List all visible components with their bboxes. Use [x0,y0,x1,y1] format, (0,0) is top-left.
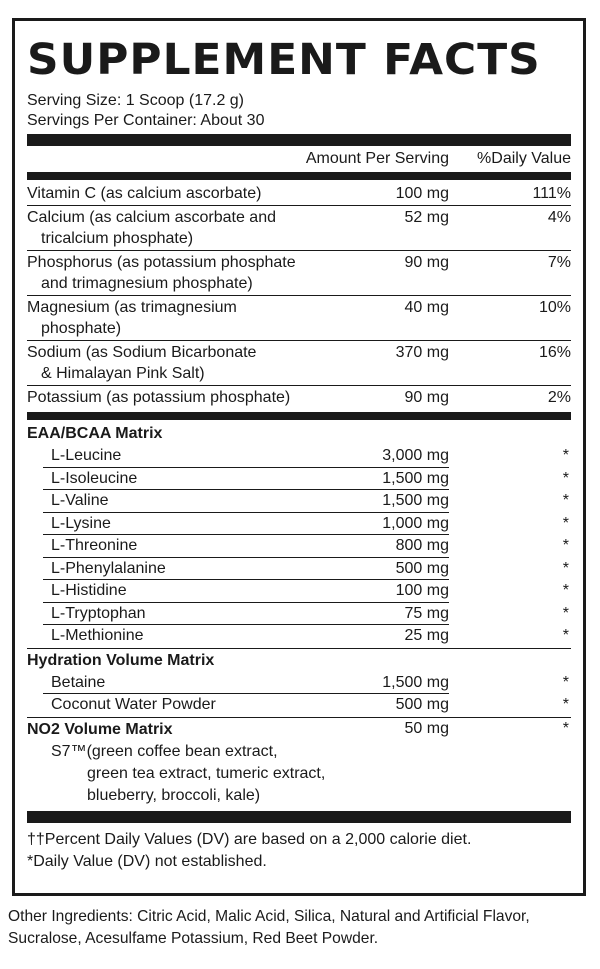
matrix-item [27,468,571,491]
ingredient-name: L-Tryptophan [51,604,146,622]
no2-matrix [27,718,571,812]
nutrient-row [27,206,571,250]
ingredient-amount: 50 mg [404,719,449,737]
nutrient-dv: 4% [547,209,571,226]
no2-desc-line: blueberry, broccoli, kale) [87,787,261,804]
nutrient-row [27,296,571,340]
nutrient-name: Magnesium (as trimagnesium [27,299,237,316]
supplement-facts-panel [12,18,586,896]
eaa-matrix [27,420,571,648]
nutrient-dv: 10% [538,299,571,316]
nutrient-name-cont: phosphate) [41,320,122,337]
matrix-item [27,625,571,648]
nutrient-dv: 2% [547,389,571,406]
nutrient-amount: 90 mg [404,389,449,406]
ingredient-name: L-Methionine [51,627,144,644]
servings-per-container: Servings Per Container: About 30 [27,112,265,129]
ingredient-name: L-Lysine [51,514,111,532]
ingredient-dv: * [562,719,569,737]
ingredient-name: L-Valine [51,492,109,509]
footnote-dv: ††Percent Daily Values (DV) are based on a 2,000 calorie diet. [27,831,472,848]
nutrient-row [27,251,571,295]
ingredient-dv: * [562,469,569,487]
matrix-item [27,580,571,603]
dv-header: %Daily Value [477,150,571,167]
footnote-not-established: *Daily Value (DV) not established. [27,853,267,870]
nutrient-amount: 40 mg [404,299,449,316]
nutrient-dv: 16% [538,344,571,361]
ingredient-dv: * [562,673,569,691]
matrix-title: NO2 Volume Matrix [27,720,173,738]
ingredient-dv: * [562,604,569,622]
matrix-item [27,694,571,717]
matrix-item [27,603,571,626]
hydration-matrix [27,649,571,717]
ingredient-amount: 100 mg [395,582,449,599]
nutrient-amount: 52 mg [404,209,449,226]
ingredient-name: L-Threonine [51,537,138,554]
ingredient-dv: * [562,559,569,577]
matrix-title: EAA/BCAA Matrix [27,425,163,442]
ingredient-amount: 1,500 mg [382,492,449,509]
column-header [27,146,571,172]
matrix-title: Hydration Volume Matrix [27,651,215,669]
nutrient-name-cont: & Himalayan Pink Salt) [41,365,205,382]
matrix-item [27,535,571,558]
nutrient-dv: 111% [532,185,571,202]
nutrient-amount: 100 mg [395,185,449,202]
ingredient-dv: * [562,582,569,599]
panel-content [27,21,571,873]
ingredient-name: L-Phenylalanine [51,559,166,577]
ingredient-amount: 1,000 mg [382,514,449,532]
ingredient-dv: * [562,537,569,554]
matrix-header-row [27,718,571,742]
ingredient-amount: 1,500 mg [382,673,449,691]
ingredient-amount: 1,500 mg [382,469,449,487]
nutrient-row [27,341,571,385]
nutrient-amount: 90 mg [404,254,449,271]
divider-thick [27,811,571,823]
ingredient-name: L-Leucine [51,447,122,464]
nutrient-name: Sodium (as Sodium Bicarbonate [27,344,257,361]
ingredient-amount: 500 mg [395,559,449,577]
matrix-item [27,558,571,581]
divider-medium [27,172,571,180]
nutrient-row [27,386,571,410]
ingredient-dv: * [562,514,569,532]
ingredient-dv: * [562,447,569,464]
ingredient-amount: 75 mg [404,604,449,622]
nutrient-name: Potassium (as potassium phosphate) [27,389,291,406]
ingredient-name: Coconut Water Powder [51,696,216,713]
amount-header: Amount Per Serving [305,150,449,167]
matrix-item [27,445,571,468]
nutrient-name-cont: tricalcium phosphate) [41,230,194,247]
nutrient-name: Calcium (as calcium ascorbate and [27,209,276,226]
no2-desc-line: S7™(green coffee bean extract, [51,743,278,760]
ingredient-dv: * [562,696,569,713]
ingredient-dv: * [562,627,569,644]
ingredient-amount: 25 mg [404,627,449,644]
ingredient-dv: * [562,492,569,509]
panel-title: SUPPLEMENT FACTS [27,35,541,85]
ingredient-amount: 800 mg [395,537,449,554]
nutrient-list [27,180,571,410]
matrix-item [27,672,571,695]
other-ingredients: Other Ingredients: Citric Acid, Malic Acid, Silica, Natural and Artificial Flavor, Sucralose, Acesulfame Potassium, Red Beet Powder. [8,908,530,947]
nutrient-name: Vitamin C (as calcium ascorbate) [27,185,262,202]
matrix-item [27,490,571,513]
ingredient-amount: 3,000 mg [382,447,449,464]
footnotes [27,823,571,873]
nutrient-name-cont: and trimagnesium phosphate) [41,275,253,292]
nutrient-dv: 7% [547,254,571,271]
nutrient-amount: 370 mg [395,344,449,361]
no2-desc-line: green tea extract, tumeric extract, [87,765,326,782]
matrix-item [27,513,571,536]
ingredient-name: L-Isoleucine [51,469,138,487]
ingredient-amount: 500 mg [395,696,449,713]
nutrient-name: Phosphorus (as potassium phosphate [27,254,296,271]
ingredient-name: Betaine [51,673,106,691]
serving-size: Serving Size: 1 Scoop (17.2 g) [27,92,245,109]
ingredient-name: L-Histidine [51,582,127,599]
divider-medium [27,412,571,420]
divider-thick [27,134,571,146]
no2-description [27,741,571,811]
nutrient-row [27,180,571,205]
